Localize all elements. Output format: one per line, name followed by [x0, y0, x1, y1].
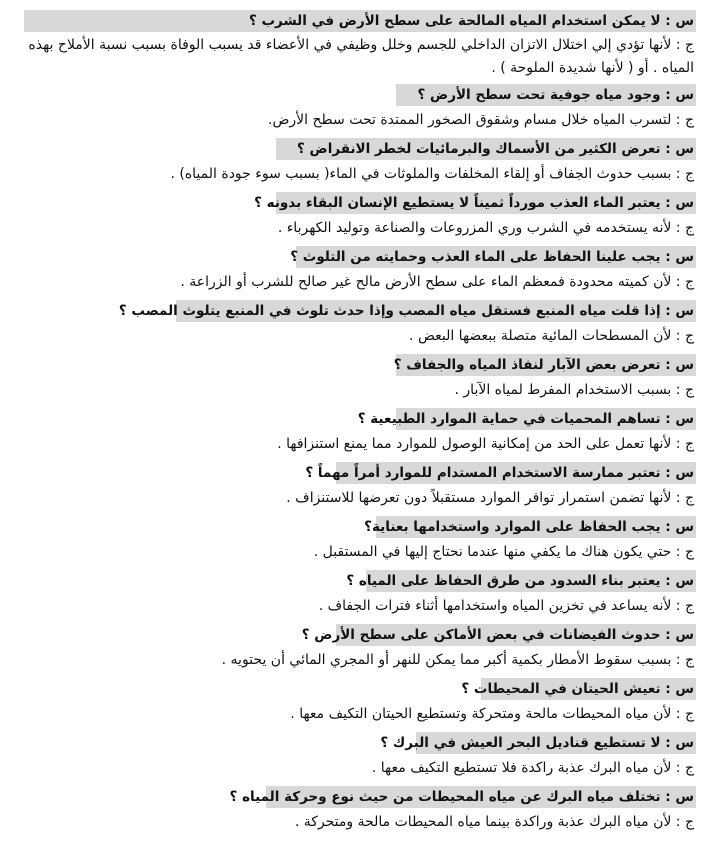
answer-12: ج : بسبب سقوط الأمطار بكمية أكبر مما يمكن للنهر أو المجري المائي أن يحتويه .: [221, 652, 694, 668]
question-1: س : لا يمكن استخدام المياه المالحة على سطح الأرض في الشرب ؟: [24, 10, 696, 32]
answer-13: ج : لأن مياه المحيطات مالحة ومتحركة وتستطيع الحيتان التكيف معها .: [290, 706, 694, 722]
question-7: س : تعرض بعض الآبار لنفاذ المياه والجفاف ؟: [396, 354, 696, 376]
question-8: س : تساهم المحميات في حماية الموارد الطبيعية ؟: [396, 408, 696, 430]
answer-9: ج : لأنها تضمن استمرار توافر الموارد مستقبلاً دون تعرضها للاستنزاف .: [286, 490, 694, 506]
answer-4: ج : لأنه يستخدمه في الشرب وري المزروعات والصناعة وتوليد الكهرباء .: [277, 220, 694, 236]
question-3: س : تعرض الكثير من الأسماك والبرمائيات لخطر الانقراض ؟: [276, 138, 696, 160]
question-4: س : يعتبر الماء العذب مورداً ثميناً لا يستطيع الإنسان البقاء بدونه ؟: [276, 192, 696, 214]
question-10: س : يجب الحفاظ على الموارد واستخدامها بعناية؟: [376, 516, 696, 538]
answer-14: ج : لأن مياه البرك عذبة راكدة فلا تستطيع التكيف معها .: [371, 760, 694, 776]
answer-11: ج : لأنه يساعد في تخزين المياه واستخدامها أثناء فترات الجفاف .: [318, 598, 694, 614]
answer-6: ج : لأن المسطحات المائية متصلة ببعضها البعض .: [409, 328, 694, 344]
answer-15: ج : لأن مياه البرك عذبة وراكدة بينما مياه المحيطات مالحة ومتحركة .: [294, 814, 694, 830]
question-11: س : يعتبر بناء السدود من طرق الحفاظ على المياه ؟: [366, 570, 696, 592]
question-9: س : تعتبر ممارسة الاستخدام المستدام للموارد أمراً مهماً ؟: [336, 462, 696, 484]
answer-5: ج : لأن كميته محدودة فمعظم الماء على سطح الأرض مالح غير صالح للشرب أو الزراعة .: [180, 274, 694, 290]
answer-3: ج : بسبب حدوث الجفاف أو إلقاء المخلفات والملوثات في الماء( بسبب سوء جودة المياه) .: [170, 166, 694, 182]
answer-7: ج : بسبب الاستخدام المفرط لمياه الآبار .: [454, 382, 694, 398]
question-2: س : وجود مياه جوفية تحت سطح الأرض ؟: [396, 84, 696, 106]
answer-2: ج : لتسرب المياه خلال مسام وشقوق الصخور الممتدة تحت سطح الأرض.: [268, 112, 694, 128]
question-5: س : يجب علينا الحفاظ على الماء العذب وحمايته من التلوث ؟: [296, 246, 696, 268]
answer-8: ج : لأنها تعمل على الحد من إمكانية الوصول للموارد مما يمنع استنزافها .: [277, 436, 694, 452]
question-6: س : إذا قلت مياه المنبع فستقل مياه المصب وإذا حدث تلوث في المنبع يتلوث المصب ؟: [176, 300, 696, 322]
answer-1: ج : لأنها تؤدي إلي اختلال الاتزان الداخلي للجسم وخلل وظيفي في الأعضاء قد يسبب الوفاة بسبب نسبة الأملاح بهذه المياه . أو ( لأنها شديدة الملوحة ) .: [28, 37, 694, 76]
question-15: س : تختلف مياه البرك عن مياه المحيطات من حيث نوع وحركة المياه ؟: [266, 786, 696, 808]
answer-10: ج : حتي يكون هناك ما يكفي منها عندما نحتاج إليها في المستقبل .: [313, 544, 694, 560]
question-12: س : حدوث الفيضانات في بعض الأماكن على سطح الأرض ؟: [336, 624, 696, 646]
question-13: س : تعيش الحيتان في المحيطات ؟: [481, 678, 696, 700]
question-14: س : لا تستطيع قناديل البحر العيش في البرك ؟: [416, 732, 696, 754]
